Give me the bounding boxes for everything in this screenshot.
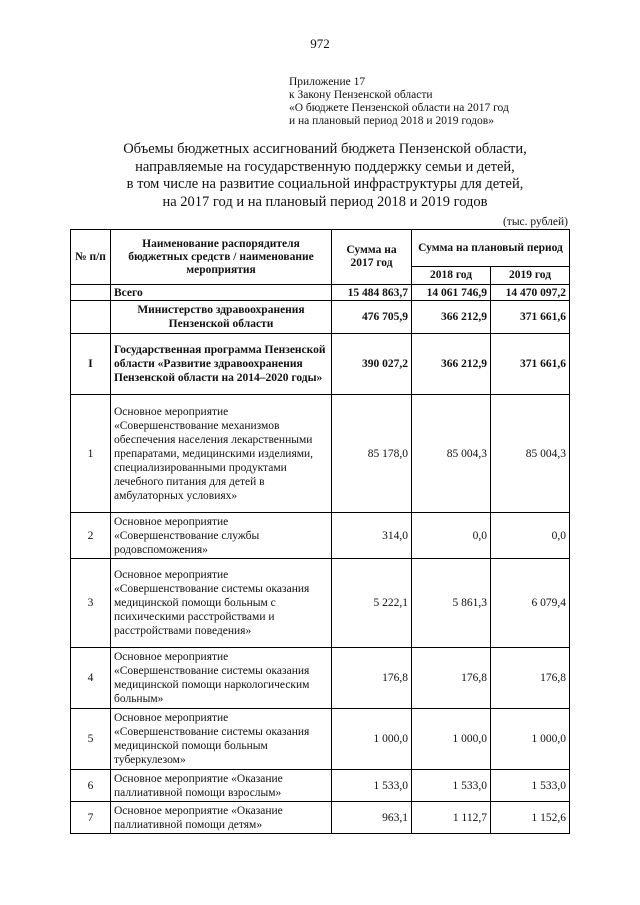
row-value-2017: 176,8 (332, 648, 412, 709)
row-num: 1 (71, 395, 111, 513)
row-name: Основное мероприятие «Совершенствование системы оказания медицинской помощи больным с психическими расстройствами и расстройствами поведения» (111, 559, 332, 648)
table-row (71, 285, 570, 301)
row-num: 2 (71, 513, 111, 559)
row-value-2017: 1 533,0 (332, 770, 412, 802)
table-row (71, 395, 570, 513)
row-value-2017: 390 027,2 (332, 334, 412, 395)
row-name: Основное мероприятие «Совершенствование системы оказания медицинской помощи наркологическим больным» (111, 648, 332, 709)
row-name: Основное мероприятие «Совершенствование службы родовспоможения» (111, 513, 332, 559)
appendix-line: «О бюджете Пензенской области на 2017 год (289, 102, 509, 114)
row-num (71, 285, 111, 301)
row-value-2018: 1 112,7 (412, 802, 491, 834)
row-num: 3 (71, 559, 111, 648)
row-value-2019: 176,8 (491, 648, 570, 709)
row-value-2019: 14 470 097,2 (491, 285, 570, 301)
row-value-2019: 1 533,0 (491, 770, 570, 802)
row-value-2017: 5 222,1 (332, 559, 412, 648)
row-value-2017: 15 484 863,7 (332, 285, 412, 301)
table-row (71, 648, 570, 709)
header-planned-period: Сумма на плановый период (412, 230, 570, 267)
row-num: 7 (71, 802, 111, 834)
row-value-2018: 366 212,9 (412, 334, 491, 395)
row-name: Всего (111, 285, 332, 301)
row-value-2017: 963,1 (332, 802, 412, 834)
row-value-2018: 1 000,0 (412, 709, 491, 770)
row-value-2019: 85 004,3 (491, 395, 570, 513)
row-name: Министерство здравоохранения Пензенской области (111, 301, 332, 334)
row-value-2019: 371 661,6 (491, 301, 570, 334)
header-sum-2017: Сумма на 2017 год (332, 230, 412, 285)
table-row (71, 559, 570, 648)
row-name: Основное мероприятие «Оказание паллиативной помощи детям» (111, 802, 332, 834)
row-name: Основное мероприятие «Оказание паллиативной помощи взрослым» (111, 770, 332, 802)
row-num: I (71, 334, 111, 395)
header-name: Наименование распорядителя бюджетных средств / наименование мероприятия (111, 230, 332, 285)
row-value-2019: 1 000,0 (491, 709, 570, 770)
row-value-2017: 85 178,0 (332, 395, 412, 513)
table-row (71, 770, 570, 802)
budget-table (70, 229, 570, 834)
row-value-2017: 314,0 (332, 513, 412, 559)
row-value-2018: 176,8 (412, 648, 491, 709)
row-value-2019: 6 079,4 (491, 559, 570, 648)
appendix-line: к Закону Пензенской области (289, 89, 433, 101)
appendix-line: и на плановый период 2018 и 2019 годов» (289, 115, 494, 127)
row-value-2018: 1 533,0 (412, 770, 491, 802)
title-line: в том числе на развитие социальной инфраструктуры для детей, (126, 176, 524, 192)
row-value-2018: 5 861,3 (412, 559, 491, 648)
header-2018: 2018 год (412, 267, 491, 285)
table-row (71, 802, 570, 834)
title-line: Объемы бюджетных ассигнований бюджета Пензенской области, (123, 141, 527, 157)
row-num (71, 301, 111, 334)
row-value-2018: 366 212,9 (412, 301, 491, 334)
appendix-line: Приложение 17 (289, 76, 366, 88)
row-value-2018: 85 004,3 (412, 395, 491, 513)
row-num: 5 (71, 709, 111, 770)
row-num: 4 (71, 648, 111, 709)
header-2019: 2019 год (491, 267, 570, 285)
row-value-2017: 476 705,9 (332, 301, 412, 334)
document-title (60, 141, 590, 211)
row-value-2019: 1 152,6 (491, 802, 570, 834)
header-num: № п/п (71, 230, 111, 285)
units-label: (тыс. рублей) (502, 216, 568, 228)
row-name: Государственная программа Пензенской области «Развитие здравоохранения Пензенской области на 2014–2020 годы» (111, 334, 332, 395)
table-row (71, 709, 570, 770)
row-value-2018: 14 061 746,9 (412, 285, 491, 301)
row-value-2018: 0,0 (412, 513, 491, 559)
table-row (71, 334, 570, 395)
row-name: Основное мероприятие «Совершенствование системы оказания медицинской помощи больным туберкулезом» (111, 709, 332, 770)
title-line: направляемые на государственную поддержку семьи и детей, (135, 158, 515, 175)
row-name: Основное мероприятие «Совершенствование механизмов обеспечения населения лекарственными препаратами, медицинскими изделиями, специализированными продуктами лечебного питания для детей в амбулаторных условиях» (111, 395, 332, 513)
row-value-2019: 0,0 (491, 513, 570, 559)
row-num: 6 (71, 770, 111, 802)
row-value-2019: 371 661,6 (491, 334, 570, 395)
title-line: на 2017 год и на плановый период 2018 и 2019 годов (162, 193, 488, 210)
appendix-note (289, 76, 509, 128)
table-row (71, 301, 570, 334)
table-row (71, 513, 570, 559)
row-value-2017: 1 000,0 (332, 709, 412, 770)
page-number: 972 (310, 36, 330, 51)
